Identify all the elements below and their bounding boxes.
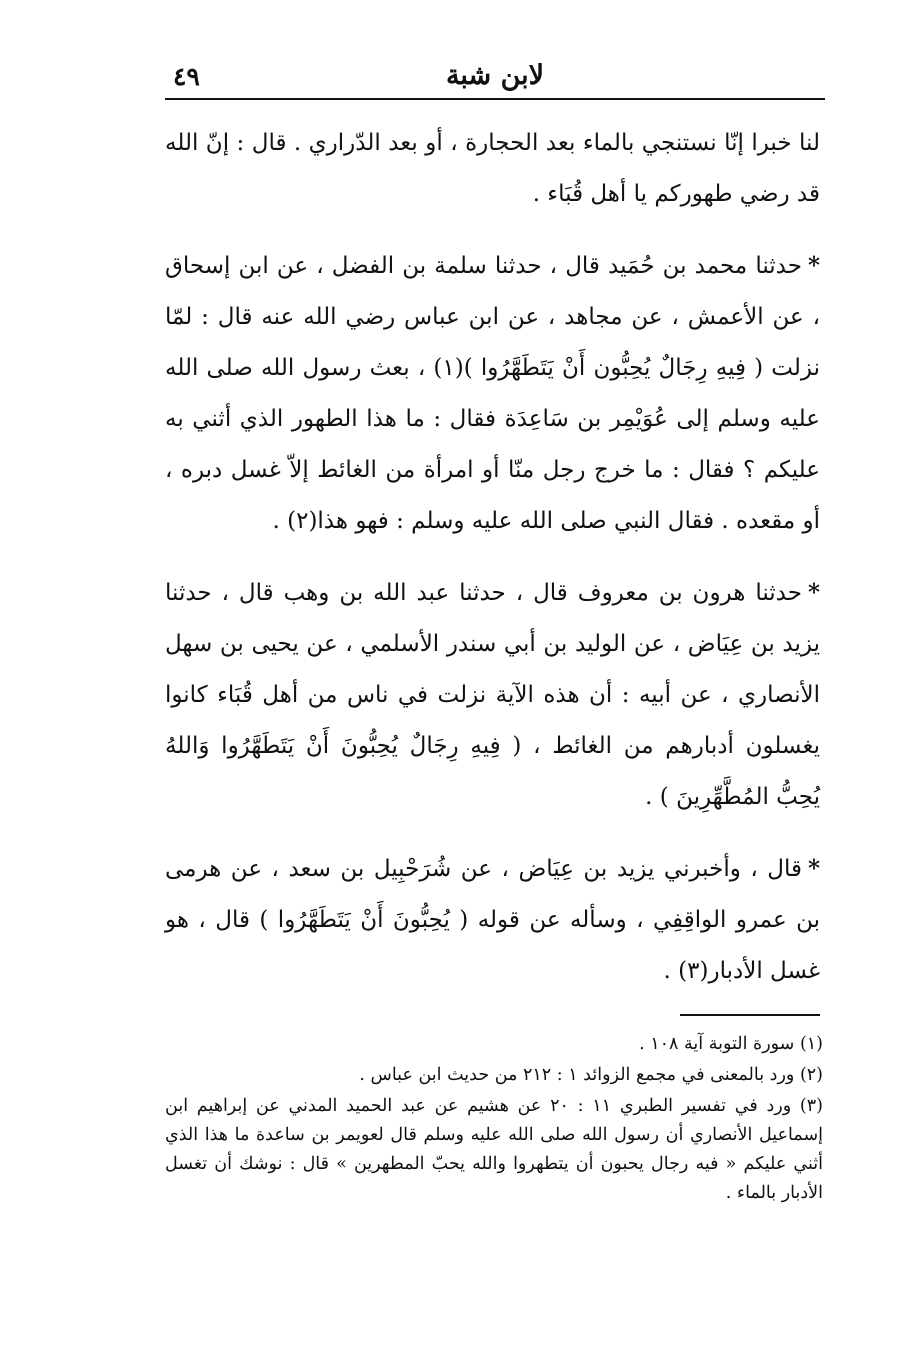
footnote-number: (٣) (799, 1096, 823, 1116)
main-text (165, 118, 820, 1017)
running-title: لابن شبة (445, 60, 545, 91)
footnote-number: (١) (799, 1034, 823, 1054)
footnote-number: (٢) (799, 1065, 823, 1085)
paragraph (165, 843, 820, 997)
bullet-mark: * (807, 252, 820, 279)
paragraph-text: قال ، وأخبرني يزيد بن عِيَاض ، عن شُرَحْبِيل بن سعد ، عن هرمى بن عمرو الواقِفِي ، وسأله عن قوله ( يُحِبُّونَ أَنْ يَتَطَهَّرُوا ) قال ، هو غسل الأدبار(٣) . (165, 856, 820, 984)
paragraph-text: حدثنا محمد بن حُمَيد قال ، حدثنا سلمة بن الفضل ، عن ابن إسحاق ، عن الأعمش ، عن مجاهد ، عن ابن عباس رضي الله عنه قال : لمّا نزلت ( فِيهِ رِجَالٌ يُحِبُّون أَنْ يَتَطَهَّرُوا )(١) ، بعث رسول الله صلى الله عليه وسلم إلى عُوَيْمِر بن سَاعِدَة فقال : ما هذا الطهور الذي أثني به عليكم ؟ فقال : ما خرج رجل منّا أو امرأة من الغائط إلاّ غسل دبره ، أو مقعده . فقال النبي صلى الله عليه وسلم : فهو هذا(٢) . (165, 253, 820, 534)
paragraph (165, 240, 820, 547)
footnote-text: ورد في تفسير الطبري ١١ : ٢٠ عن هشيم عن عبد الحميد المدني عن إبراهيم ابن إسماعيل الأنصاري أن رسول الله صلى الله عليه وسلم قال لعويمر بن ساعدة ما هذا الذي أثني عليكم « فيه رجال يحبون أن يتطهروا والله يحبّ المطهرين » قال : نوشك أن تغسل الأدبار بالماء . (165, 1096, 823, 1203)
footnote (165, 1030, 823, 1059)
paragraph (165, 118, 820, 220)
footnotes (165, 1030, 823, 1210)
page-number: ٤٩ (173, 62, 200, 91)
footnote-text: ورد بالمعنى في مجمع الزوائد ١ : ٢١٢ من حديث ابن عباس . (359, 1065, 795, 1085)
footnote (165, 1092, 823, 1208)
paragraph-text: لنا خبرا إنّا نستنجي بالماء بعد الحجارة ، أو بعد الدّراري . قال : إنّ الله قد رضي طهوركم يا أهل قُبَاء . (165, 130, 820, 207)
page-header (165, 58, 825, 98)
paragraph (165, 567, 820, 823)
bullet-mark: * (807, 579, 820, 606)
footnote-rule (680, 1014, 820, 1016)
bullet-mark: * (807, 855, 820, 882)
footnote (165, 1061, 823, 1090)
paragraph-text: حدثنا هرون بن معروف قال ، حدثنا عبد الله بن وهب قال ، حدثنا يزيد بن عِيَاض ، عن الوليد بن أبي سندر الأسلمي ، عن يحيى بن سهل الأنصاري ، عن أبيه : أن هذه الآية نزلت في ناس من أهل قُبَاء كانوا يغسلون أدبارهم من الغائط ، ( فِيهِ رِجَالٌ يُحِبُّونَ أَنْ يَتَطَهَّرُوا وَاللهُ يُحِبُّ المُطَّهِّرِينَ ) . (165, 580, 820, 810)
footnote-text: سورة التوبة آية ١٠٨ . (639, 1034, 795, 1054)
header-rule (165, 98, 825, 100)
